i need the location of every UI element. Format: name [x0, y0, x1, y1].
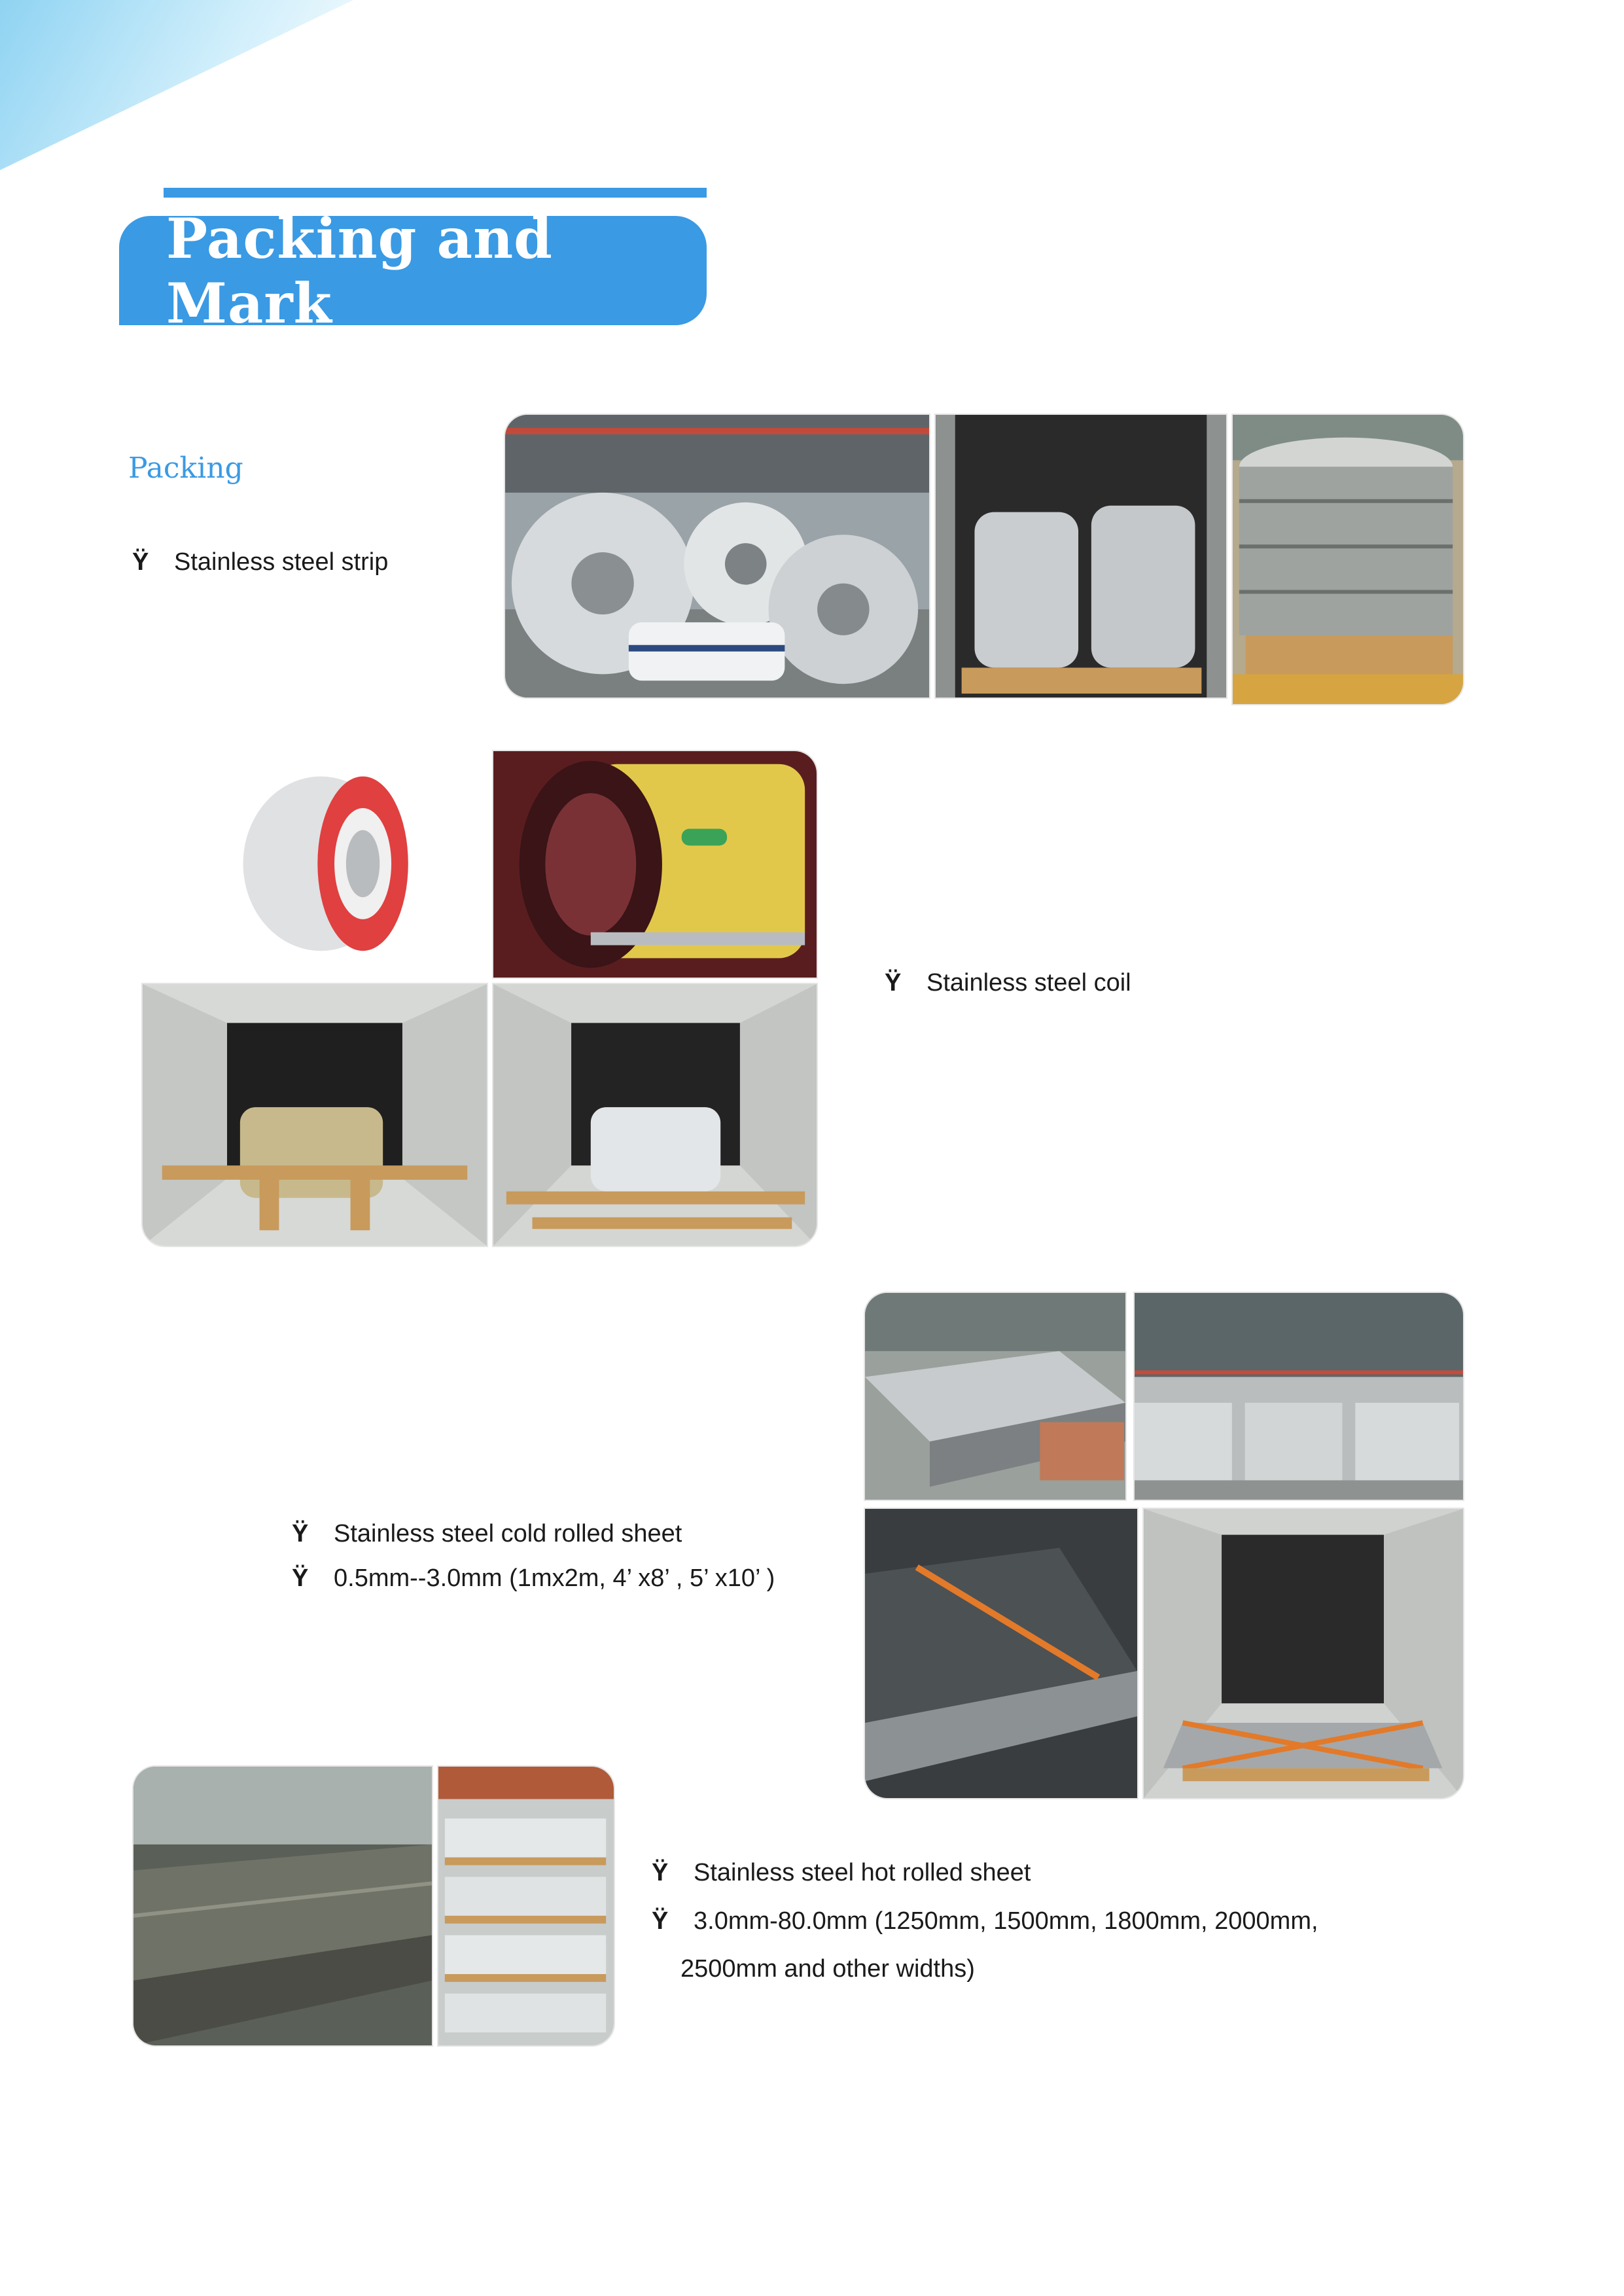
bullet-mark: Ÿ [292, 1520, 309, 1547]
photo-coil-container-2 [492, 983, 818, 1247]
photo-coil-wrapped [216, 759, 458, 962]
bullet-hot [652, 1860, 1031, 1885]
bullet-cold [292, 1521, 682, 1546]
bullet-mark: Ÿ [885, 969, 902, 997]
bullet-mark: Ÿ [292, 1564, 309, 1592]
bullet-mark: Ÿ [132, 548, 149, 576]
photo-cold-sheet-warehouse [1133, 1292, 1464, 1501]
photo-strip-warehouse [504, 414, 930, 699]
bullet-hot-spec [652, 1909, 1318, 1934]
cold-spec: 0.5mm--3.0mm (1mx2m, 4’ x8’ , 5’ x10’ ) [334, 1564, 775, 1592]
title-banner [119, 205, 707, 336]
hot-label: Stainless steel hot rolled sheet [694, 1859, 1031, 1886]
photo-cold-sheet-container [1142, 1508, 1464, 1799]
page-title: Packing and Mark [166, 205, 553, 336]
bullet-mark: Ÿ [652, 1859, 669, 1886]
bullet-coil [885, 970, 1131, 995]
hot-spec-continued: 2500mm and other widths) [680, 1955, 975, 1983]
photo-strip-pallet [1231, 414, 1464, 705]
cold-label: Stainless steel cold rolled sheet [334, 1520, 682, 1547]
bullet-cold-spec [292, 1566, 775, 1591]
bullet-mark: Ÿ [652, 1907, 669, 1935]
corner-decoration [0, 0, 353, 170]
photo-strip-container [934, 414, 1227, 699]
hot-spec: 3.0mm-80.0mm (1250mm, 1500mm, 1800mm, 2000mm, [694, 1907, 1318, 1935]
coil-label: Stainless steel coil [927, 969, 1131, 997]
photo-coil-container-1 [141, 983, 488, 1247]
photo-coil-yellow [492, 750, 818, 979]
photo-cold-sheet-stack [864, 1292, 1127, 1501]
photo-hot-sheet-warehouse [132, 1765, 433, 2047]
photo-hot-sheet-stack [437, 1765, 615, 2047]
section-label-packing: Packing [128, 451, 243, 485]
title-accent-line [164, 188, 707, 198]
bullet-strip [132, 550, 388, 574]
photo-cold-sheet-strapped [864, 1508, 1139, 1799]
strip-label: Stainless steel strip [174, 548, 389, 576]
